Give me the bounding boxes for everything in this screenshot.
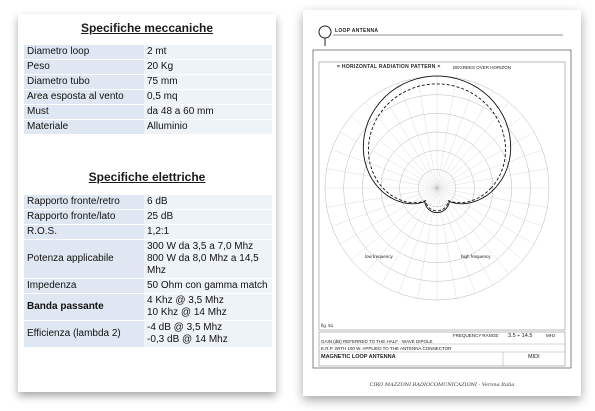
mech-row (24, 60, 272, 74)
elec-value: 50 Ohm con gamma match (144, 279, 272, 293)
pattern-subtitle: DEGREES OVER HORIZON (453, 65, 512, 70)
elec-value: -4 dB @ 3,5 Mhz -0,3 dB @ 14 Mhz (144, 321, 272, 347)
radiation-pattern-document (303, 10, 581, 396)
specs-panel (18, 14, 276, 392)
elec-label: Banda passante (24, 294, 144, 320)
elec-label: Impedenza (24, 279, 144, 293)
mech-row (24, 45, 272, 59)
company-footer: CIRO MAZZONI RADIOCOMUNICAZIONI - Verona Italia (369, 382, 515, 388)
logo-text: LOOP ANTENNA (335, 28, 379, 34)
elec-row (24, 321, 272, 347)
mech-row (24, 105, 272, 119)
elec-value: 6 dB (144, 195, 272, 209)
low-frequency-label: low frequency (365, 254, 393, 259)
mech-label: Diametro tubo (24, 75, 144, 89)
elec-label: Rapporto fronte/lato (24, 210, 144, 224)
elec-table (24, 194, 272, 348)
elec-row (24, 210, 272, 224)
fig-label: fig. 51 (321, 323, 334, 328)
mech-label: Diametro loop (24, 45, 144, 59)
freq-unit: MHz (546, 333, 556, 338)
elec-value: 300 W da 3,5 a 7,0 Mhz 800 W da 8,0 Mhz a 14,5 Mhz (144, 240, 272, 278)
elec-value: 25 dB (144, 210, 272, 224)
mech-value: 75 mm (144, 75, 272, 89)
elec-value: 4 Khz @ 3,5 Mhz 10 Khz @ 14 Mhz (144, 294, 272, 320)
elec-row (24, 279, 272, 293)
mech-label: Peso (24, 60, 144, 74)
erp-line: E.R.P. WITH 100 W. APPLIED TO THE ANTENNA CONNECTOR (321, 346, 452, 351)
elec-row (24, 240, 272, 278)
elec-value: 1,2:1 (144, 225, 272, 239)
polar-grid (325, 76, 549, 300)
elec-label: Potenza applicabile (24, 240, 144, 278)
mech-label: Materiale (24, 120, 144, 134)
elec-label: Efficienza (lambda 2) (24, 321, 144, 347)
mech-row (24, 75, 272, 89)
mech-value: Alluminio (144, 120, 272, 134)
mech-label: Area esposta al vento (24, 90, 144, 104)
elec-row (24, 195, 272, 209)
mech-title: Specifiche meccaniche (80, 21, 214, 35)
mech-value: da 48 a 60 mm (144, 105, 272, 119)
elec-row (24, 294, 272, 320)
mech-row (24, 90, 272, 104)
mech-value: 0,5 mq (144, 90, 272, 104)
high-frequency-label: high frequency (461, 254, 491, 259)
freq-range-value: 3.5 ÷ 14.5 (508, 333, 533, 339)
mech-table (24, 44, 272, 135)
pattern-title: = HORIZONTAL RADIATION PATTERN = (337, 64, 441, 70)
logo-ring-icon (319, 26, 331, 38)
mech-label: Must (24, 105, 144, 119)
gain-line: GAIN (dB) REFERRED TO THE HALF - WAVE DIPOLE (321, 339, 433, 344)
elec-title: Specifiche elettriche (88, 170, 206, 184)
elec-label: Rapporto fronte/retro (24, 195, 144, 209)
elec-row (24, 225, 272, 239)
mech-value: 20 Kg (144, 60, 272, 74)
model-title: MAGNETIC LOOP ANTENNA (321, 354, 396, 360)
mech-row (24, 120, 272, 134)
elec-label: R.O.S. (24, 225, 144, 239)
model-code: MIDI (528, 354, 540, 360)
mech-value: 2 mt (144, 45, 272, 59)
freq-range-label: FREQUENCY RANGE (453, 333, 499, 338)
